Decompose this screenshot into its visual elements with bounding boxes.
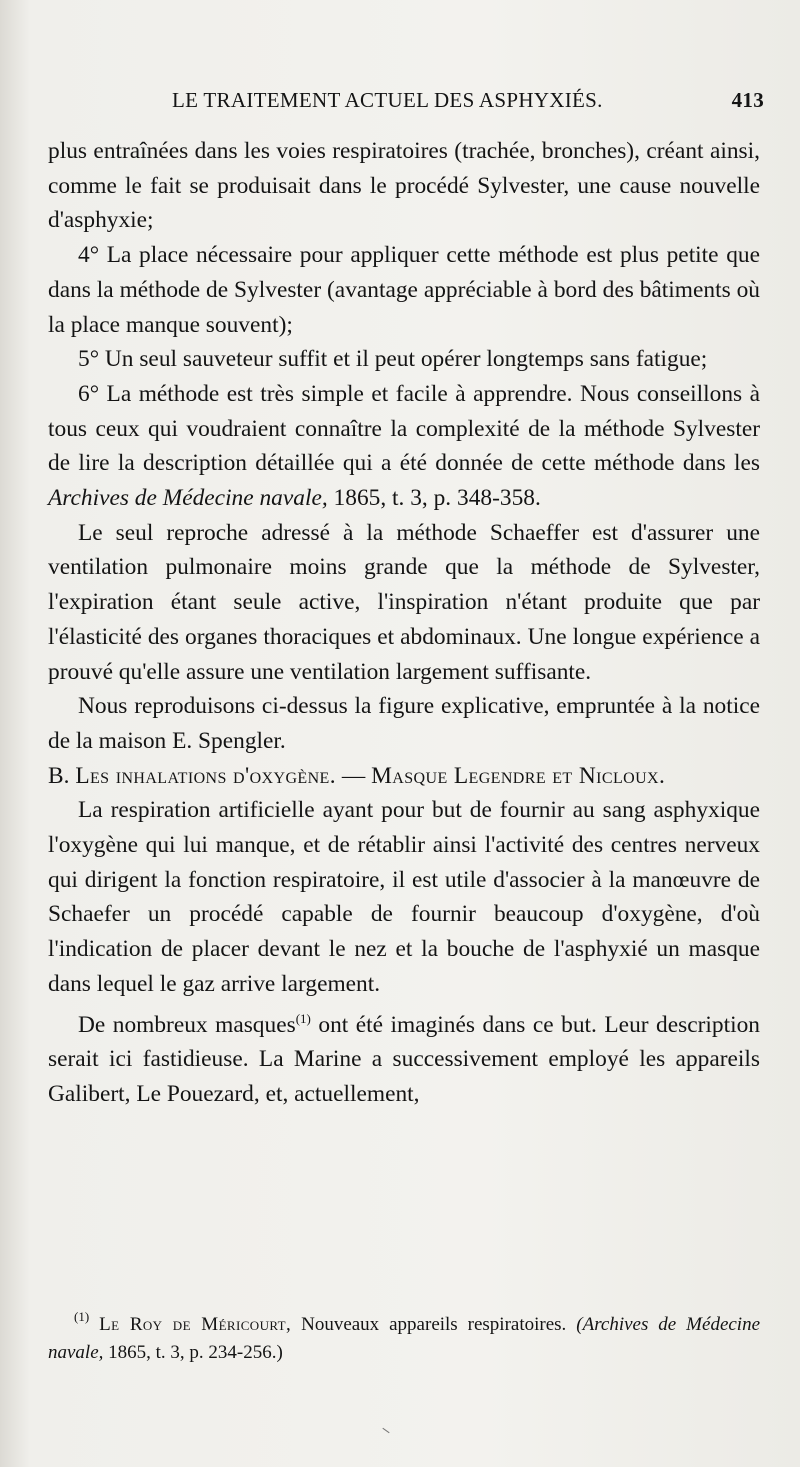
paragraph: plus entraînées dans les voies respiratoires (trachée, bronches), créant ainsi, comme le fait se produisait dans le procédé Sylvester, une cause nouvelle d'asphyxie; xyxy=(48,138,760,234)
section-title-part: Les inhalations d'oxygène. xyxy=(75,762,336,789)
paragraph xyxy=(48,377,760,516)
paragraph xyxy=(48,1002,760,1112)
footnote-journal: (Archives de Médecine navale, xyxy=(48,1314,761,1363)
paragraph: 4° La place nécessaire pour appliquer cette méthode est plus petite que dans la méthode de Sylvester (avantage appréciable à bord des bâtiments où la place manque souvent); xyxy=(48,242,760,338)
journal-title: Archives de Médecine navale, xyxy=(48,485,328,512)
footnote-text xyxy=(48,1303,760,1367)
running-title: LE TRAITEMENT ACTUEL DES ASPHYXIÉS. xyxy=(172,88,603,112)
main-text xyxy=(48,134,760,1112)
print-speck xyxy=(382,1428,389,1433)
paragraph-text: De nombreux masques xyxy=(78,1011,296,1038)
section-letter: B. xyxy=(48,762,70,789)
citation: 1865, t. 3, p. 348-358. xyxy=(333,485,541,512)
section-heading xyxy=(48,759,760,794)
footnote-reference: (1) xyxy=(295,1010,311,1026)
footnote xyxy=(48,1303,760,1367)
paragraph-text: ont été imaginés dans ce but. Leur description serait ici fastidieuse. La Marine a successivement employé les appareils Galibert, Le Pouezard, et, actuellement, xyxy=(48,1011,760,1107)
footnote-title: Nouveaux appareils respiratoires. xyxy=(301,1314,567,1335)
paragraph: 5° Un seul sauveteur suffit et il peut opérer longtemps sans fatigue; xyxy=(78,346,708,373)
footnote-citation: 1865, t. 3, p. 234-256.) xyxy=(108,1342,283,1363)
paragraph: La respiration artificielle ayant pour but de fournir au sang asphyxique l'oxygène qui lui manque, et de rétablir ainsi l'activité des centres nerveux qui dirigent la fonction respiratoire, il est utile d'associer à la manœuvre de Schaefer un procédé capable de fournir beaucoup d'oxygène, d'où l'indication de placer devant le nez et la bouche de l'asphyxié un masque dans lequel le gaz arrive largement. xyxy=(48,797,760,997)
section-dash: — xyxy=(341,762,366,789)
section-title-part: Masque Legendre et Nicloux. xyxy=(371,762,666,789)
paragraph: Le seul reproche adressé à la méthode Schaeffer est d'assurer une ventilation pulmonaire moins grande que la méthode de Sylvester, l'expiration étant seule active, l'inspiration n'étant produite que par l'élasticité des organes thoraciques et abdominaux. Une longue expérience a prouvé qu'elle assure une ventilation largement suffisante. xyxy=(48,519,760,685)
footnote-marker: (1) xyxy=(74,1309,90,1324)
paragraph-text: 6° La méthode est très simple et facile à apprendre. Nous conseillons à tous ceux qui voudraient connaître la complexité de la méthode Sylvester de lire la description détaillée qui a été donnée de cette méthode dans les xyxy=(48,380,760,477)
page-number: 413 xyxy=(731,88,764,112)
footnote-author: Le Roy de Méricourt, xyxy=(99,1314,292,1335)
paragraph: Nous reproduisons ci-dessus la figure explicative, empruntée à la notice de la maison E. Spengler. xyxy=(48,693,760,754)
